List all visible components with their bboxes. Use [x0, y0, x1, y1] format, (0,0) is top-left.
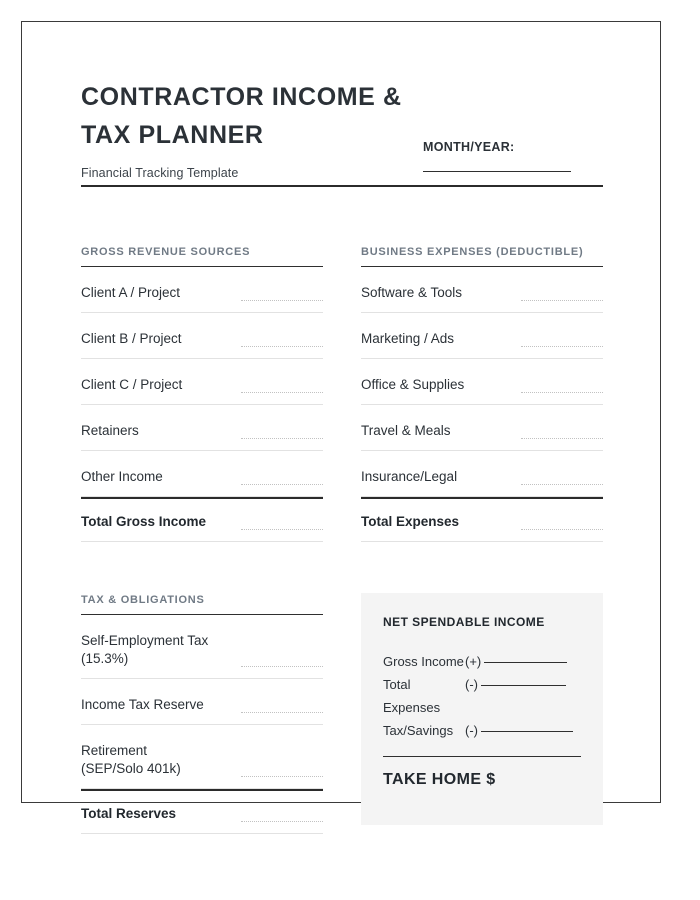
net-row-label: Gross Income	[383, 654, 464, 669]
row-value-field[interactable]	[241, 666, 323, 667]
month-year-group	[423, 140, 603, 172]
net-row-sign: (-)	[465, 677, 478, 692]
table-row[interactable]	[81, 451, 323, 497]
net-row-label: Tax/Savings	[383, 723, 454, 738]
net-row-tax-savings[interactable]	[383, 719, 581, 742]
section-business-expenses	[361, 246, 603, 542]
row-label: Client B / Project	[81, 331, 182, 346]
row-value-field[interactable]	[241, 300, 323, 301]
row-label: Income Tax Reserve	[81, 697, 204, 712]
row-label: Client A / Project	[81, 285, 181, 300]
net-row-gross-income[interactable]	[383, 650, 581, 673]
section-gross-revenue	[81, 246, 323, 542]
table-row[interactable]	[361, 267, 603, 313]
section-heading-gross-revenue: GROSS REVENUE SOURCES	[81, 246, 251, 258]
net-row-label: Total Expenses	[383, 677, 441, 715]
row-label: Client C / Project	[81, 377, 183, 392]
net-row-total-expenses[interactable]	[383, 673, 581, 719]
row-value-field[interactable]	[241, 776, 323, 777]
table-row[interactable]	[81, 679, 323, 725]
worksheet-page	[21, 21, 661, 821]
table-row[interactable]	[81, 313, 323, 359]
table-row[interactable]	[361, 405, 603, 451]
document-header	[81, 78, 603, 180]
table-row[interactable]	[361, 359, 603, 405]
net-row-input-line[interactable]	[481, 685, 566, 686]
row-value-field[interactable]	[521, 484, 603, 485]
section-heading-tax-obligations: TAX & OBLIGATIONS	[81, 594, 205, 606]
row-value-field[interactable]	[241, 712, 323, 713]
net-spendable-income-box	[361, 593, 603, 825]
row-value-field[interactable]	[521, 438, 603, 439]
net-spendable-heading: NET SPENDABLE INCOME	[383, 615, 545, 629]
net-row-value[interactable]	[465, 673, 581, 696]
row-value-field[interactable]	[521, 392, 603, 393]
row-label: Self-Employment Tax (15.3%)	[81, 633, 209, 666]
total-label: Total Gross Income	[81, 514, 207, 529]
month-year-input-line[interactable]	[423, 171, 571, 172]
row-value-field[interactable]	[241, 346, 323, 347]
net-row-input-line[interactable]	[481, 731, 573, 732]
month-year-label: MONTH/YEAR:	[423, 140, 515, 154]
net-row-sign: (-)	[465, 723, 478, 738]
total-label: Total Expenses	[361, 514, 460, 529]
table-row-total[interactable]	[81, 789, 323, 834]
page-subtitle: Financial Tracking Template	[81, 166, 239, 180]
table-row-total[interactable]	[361, 497, 603, 542]
table-row[interactable]	[81, 359, 323, 405]
net-row-value[interactable]	[465, 650, 581, 673]
net-row-sign: (+)	[465, 654, 482, 669]
net-row-value[interactable]	[465, 719, 581, 742]
section-heading-business-expenses: BUSINESS EXPENSES (DEDUCTIBLE)	[361, 246, 584, 258]
row-value-field[interactable]	[241, 484, 323, 485]
row-label: Software & Tools	[361, 285, 463, 300]
table-row[interactable]	[361, 313, 603, 359]
row-label: Insurance/Legal	[361, 469, 458, 484]
table-row[interactable]	[361, 451, 603, 497]
total-value-field[interactable]	[241, 821, 323, 822]
row-label: Travel & Meals	[361, 423, 451, 438]
row-label: Other Income	[81, 469, 163, 484]
row-label: Office & Supplies	[361, 377, 465, 392]
row-value-field[interactable]	[241, 392, 323, 393]
row-value-field[interactable]	[241, 438, 323, 439]
row-value-field[interactable]	[521, 300, 603, 301]
table-row-total[interactable]	[81, 497, 323, 542]
total-value-field[interactable]	[241, 529, 323, 530]
row-label: Marketing / Ads	[361, 331, 455, 346]
page-content	[22, 22, 660, 821]
section-tax-obligations	[81, 594, 323, 834]
page-title-line-2: TAX PLANNER	[81, 121, 264, 149]
total-label: Total Reserves	[81, 806, 177, 821]
total-value-field[interactable]	[521, 529, 603, 530]
header-divider	[81, 185, 603, 187]
row-label: Retainers	[81, 423, 139, 438]
row-label: Retirement (SEP/Solo 401k)	[81, 743, 181, 776]
table-row[interactable]	[81, 267, 323, 313]
page-title	[81, 78, 421, 154]
table-row[interactable]	[81, 725, 323, 789]
table-row[interactable]	[81, 615, 323, 679]
row-value-field[interactable]	[521, 346, 603, 347]
page-title-line-1: CONTRACTOR INCOME &	[81, 83, 402, 111]
table-row[interactable]	[81, 405, 323, 451]
take-home-label: TAKE HOME $	[383, 771, 496, 788]
net-row-input-line[interactable]	[484, 662, 567, 663]
